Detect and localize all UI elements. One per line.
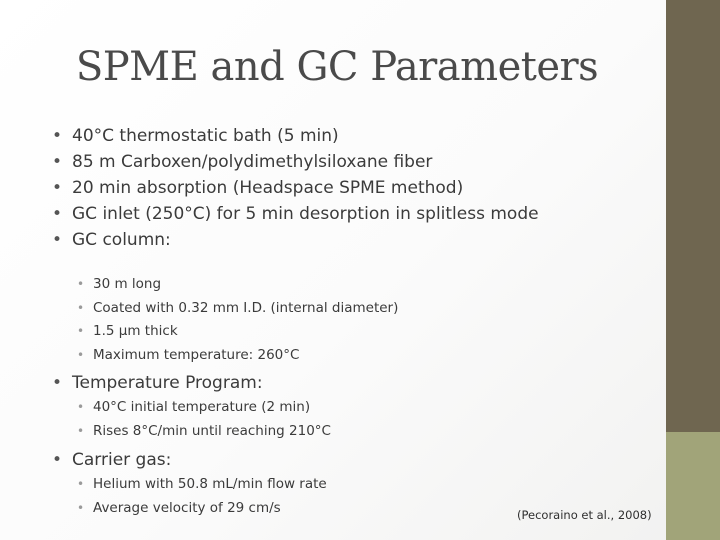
bullet-gc-column: • GC column: <box>52 227 539 253</box>
carrier-gas-flow-rate: • Helium with 50.8 mL/min flow rate <box>76 473 327 497</box>
citation: (Pecoraino et al., 2008) <box>517 508 652 522</box>
slide-title: SPME and GC Parameters <box>75 44 599 90</box>
bullet-temperature-program: • Temperature Program: <box>52 370 263 396</box>
carrier-gas-sublist <box>76 473 327 520</box>
temperature-ramp: • Rises 8°C/min until reaching 210°C <box>76 420 331 444</box>
column-max-temperature: • Maximum temperature: 260°C <box>76 344 398 368</box>
bullet-carrier-gas: • Carrier gas: <box>52 447 171 473</box>
column-length: • 30 m long <box>76 273 398 297</box>
sidebar-accent-light <box>666 432 720 540</box>
carrier-gas-velocity: • Average velocity of 29 cm/s <box>76 497 327 521</box>
bullet-fiber: • 85 m Carboxen/polydimethylsiloxane fiber <box>52 149 539 175</box>
sidebar-accent-dark <box>666 0 720 432</box>
column-thickness: • 1.5 μm thick <box>76 320 398 344</box>
carrier-gas-list <box>52 447 171 473</box>
bullet-absorption: • 20 min absorption (Headspace SPME method) <box>52 175 539 201</box>
bullet-thermostatic-bath: • 40°C thermostatic bath (5 min) <box>52 123 539 149</box>
temperature-program-list <box>52 370 263 396</box>
bullet-gc-inlet: • GC inlet (250°C) for 5 min desorption in splitless mode <box>52 201 539 227</box>
gc-column-sublist <box>76 273 398 367</box>
temperature-program-sublist <box>76 396 331 443</box>
main-bullet-list <box>52 123 539 253</box>
column-coating: • Coated with 0.32 mm I.D. (internal diameter) <box>76 297 398 321</box>
temperature-initial: • 40°C initial temperature (2 min) <box>76 396 331 420</box>
